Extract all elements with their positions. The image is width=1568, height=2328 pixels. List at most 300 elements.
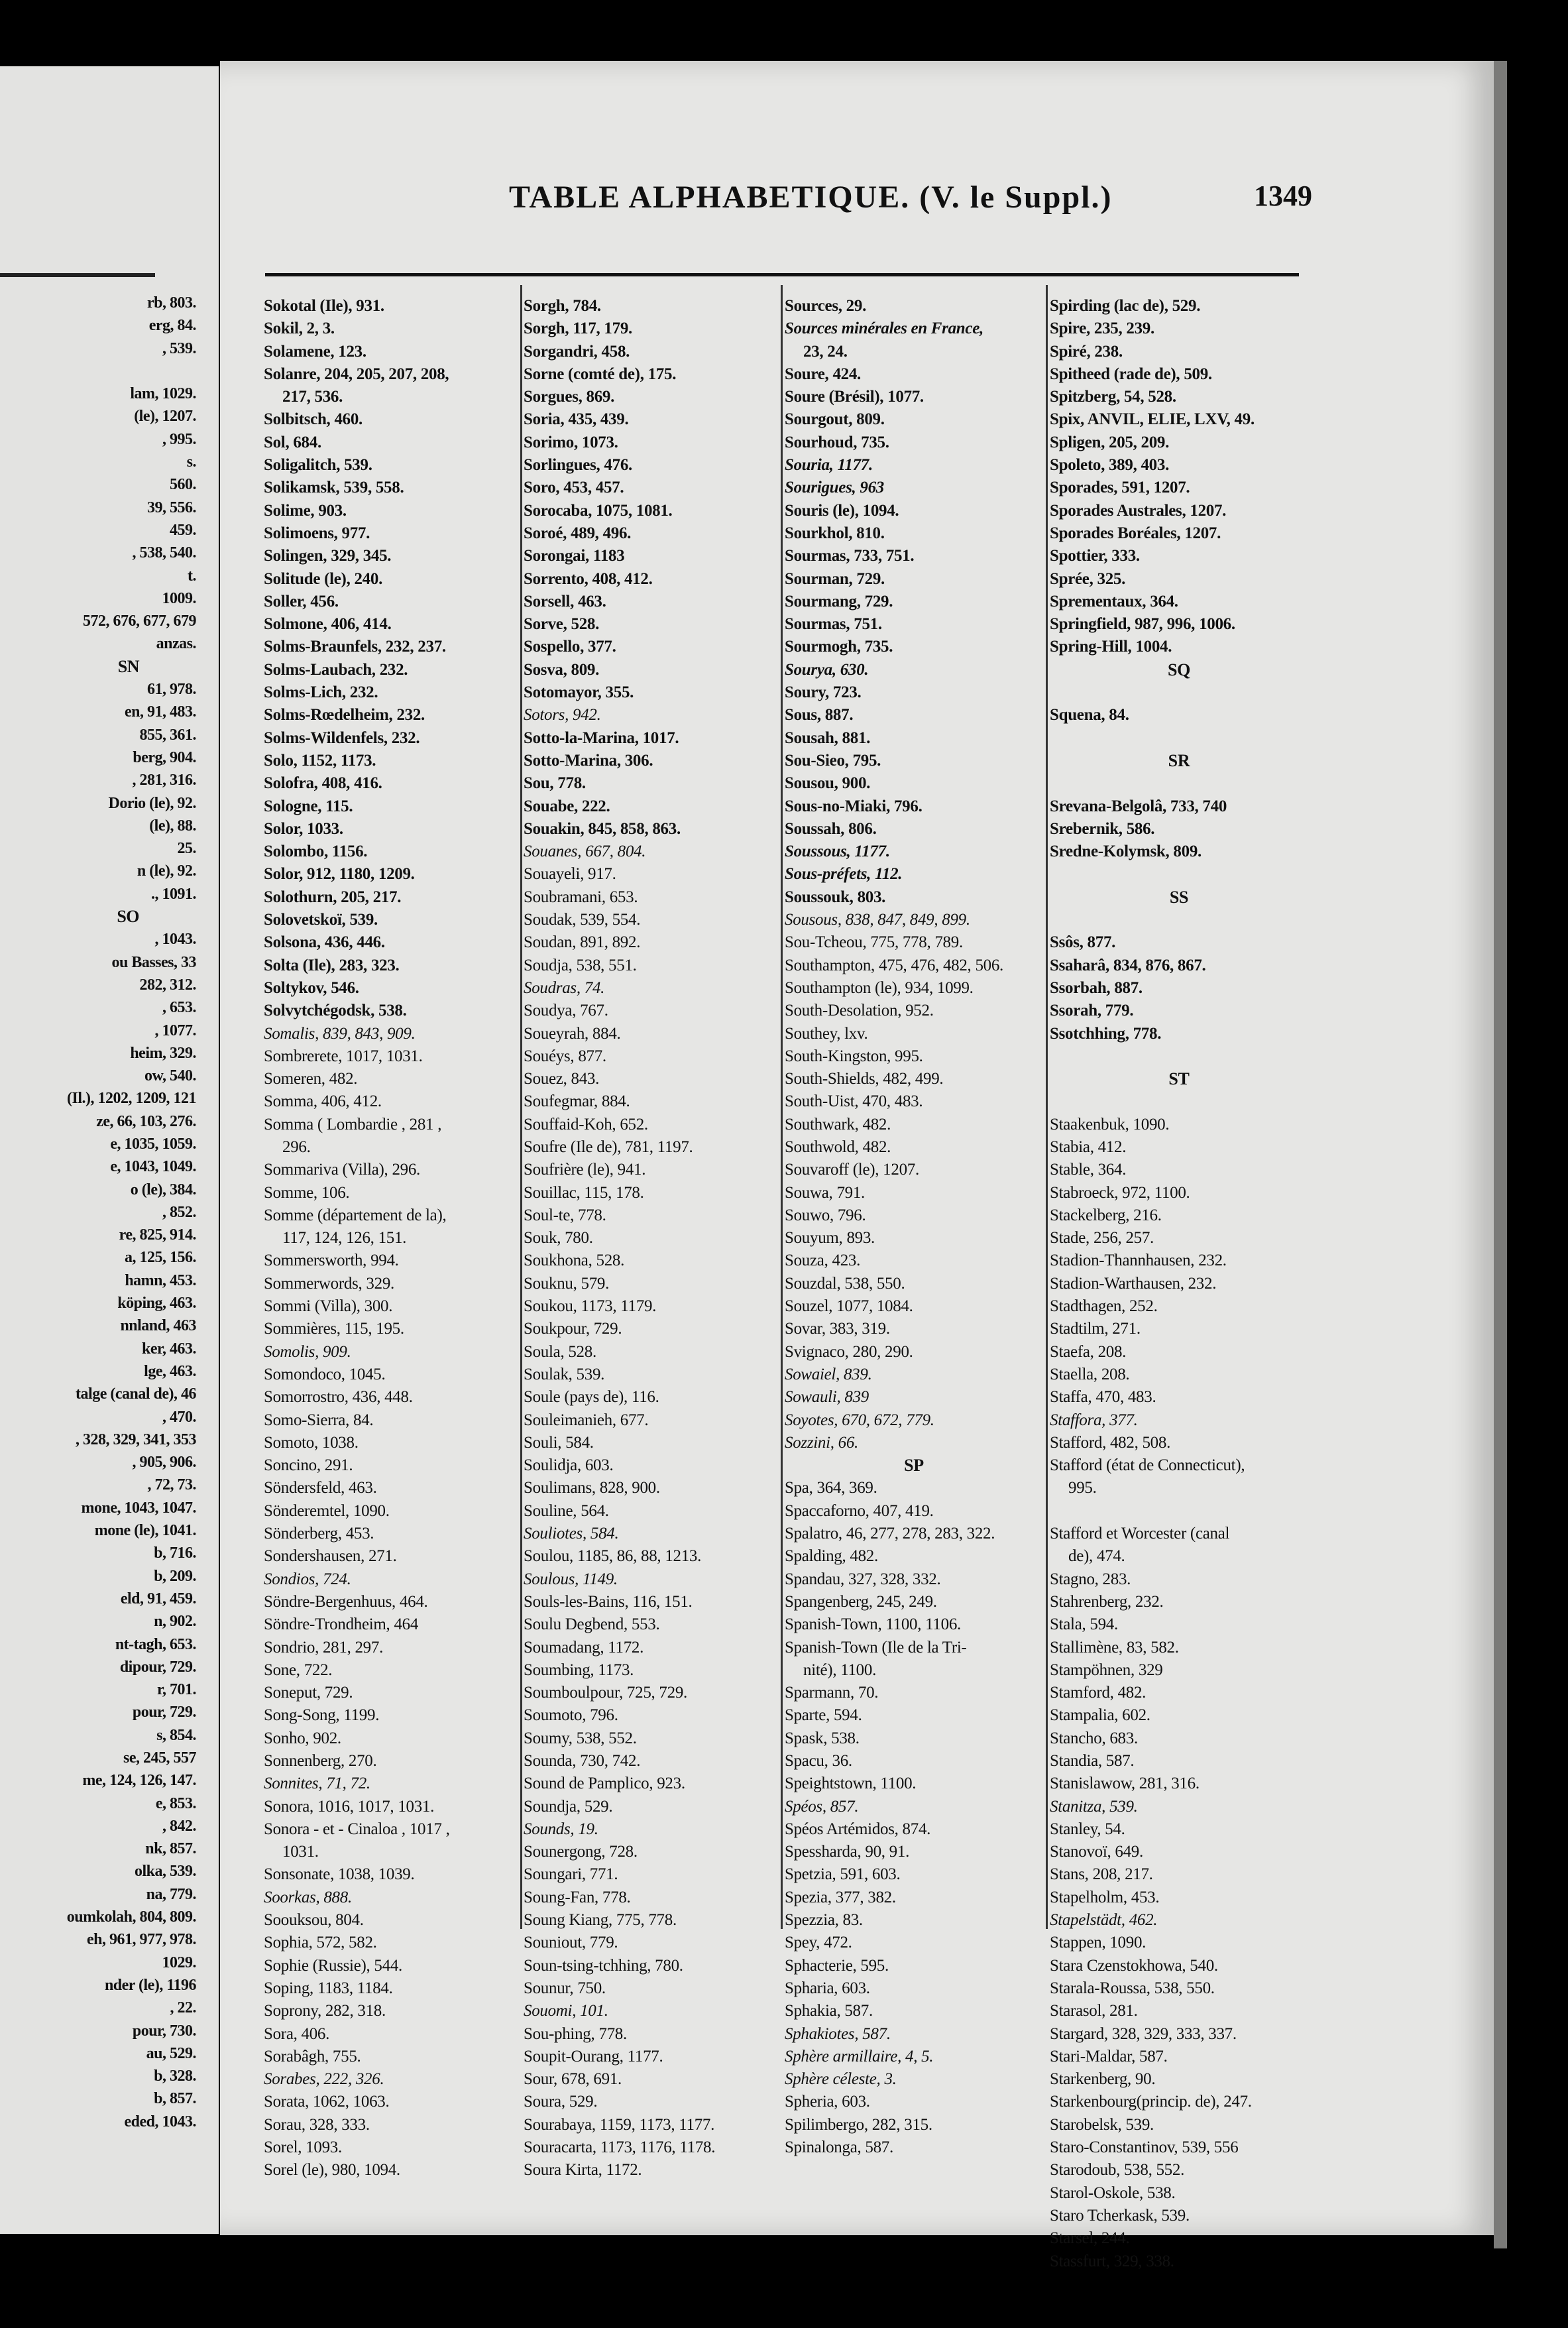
index-entry: Soulidja, 603. [524,1456,614,1475]
section-letter-heading: SP [904,1456,924,1476]
index-entry: Solms-Lich, 232. [264,683,378,702]
index-entry: Sorata, 1062, 1063. [264,2093,390,2111]
index-entry: Sous, 887. [785,706,854,725]
index-entry: Sowaiel, 839. [785,1365,872,1383]
index-entry: Stapelholm, 453. [1050,1888,1160,1906]
index-entry: Spinalonga, 587. [785,2138,893,2157]
index-entry: Sone, 722. [264,1660,333,1679]
index-entry: Spetzia, 591, 603. [785,1865,901,1884]
index-entry: n, 902. [154,1613,196,1631]
index-entry: Souline, 564. [524,1501,609,1520]
index-entry: Sourmang, 729. [785,592,893,611]
index-entry: Somma ( Lombardie , 281 , [264,1115,442,1134]
index-entry: Sommersworth, 994. [264,1251,399,1270]
index-entry: Soulu Degbend, 553. [524,1615,660,1634]
index-entry: Spilimbergo, 282, 315. [785,2115,932,2134]
index-entry: Ssotchhing, 778. [1050,1024,1162,1043]
index-entry: Soung Kiang, 775, 778. [524,1911,677,1930]
index-entry: Soouksou, 804. [264,1911,364,1930]
index-entry: Ssorbah, 887. [1050,978,1143,997]
index-entry: talge (canal de), 46 [76,1385,196,1403]
index-entry: Souza, 423. [785,1251,861,1270]
index-entry: Sphère céleste, 3. [785,2070,897,2089]
index-entry: Starkenbourg(princip. de), 247. [1050,2093,1252,2111]
index-entry: Solovetskoï, 539. [264,911,378,929]
index-entry: Soria, 435, 439. [524,410,629,429]
index-entry: Souanes, 667, 804. [524,843,646,861]
index-entry: Sourgout, 809. [785,410,885,429]
index-entry: Soura, 529. [524,2093,598,2111]
index-entry: Spezzia, 83. [785,1911,863,1930]
index-entry: Sorgandri, 458. [524,342,630,361]
index-entry: Stafford, 482, 508. [1050,1433,1171,1452]
index-entry: Stagno, 283. [1050,1570,1131,1588]
index-entry: 23, 24. [803,342,848,361]
index-entry: Song-Song, 1199. [264,1706,380,1725]
index-entry: Solimoens, 977. [264,524,370,542]
index-entry: , 72, 73. [147,1476,196,1494]
index-entry: Sorau, 328, 333. [264,2115,370,2134]
index-entry: Sous-no-Miaki, 796. [785,797,923,815]
index-entry: Soller, 456. [264,592,339,611]
index-entry: Stable, 364. [1050,1161,1127,1179]
index-entry: Spheria, 603. [785,2093,870,2111]
index-entry: Söndersfeld, 463. [264,1479,377,1497]
header-rule [265,273,1299,276]
index-entry: oumkolah, 804, 809. [66,1908,196,1926]
index-entry: eld, 91, 459. [120,1590,196,1607]
index-entry: Southampton, 475, 476, 482, 506. [785,956,1003,974]
index-entry: Soumoto, 796. [524,1706,618,1725]
page-edge [1494,61,1507,2248]
index-entry: Solta (Ile), 283, 323. [264,956,400,974]
index-entry: Staro-Constantinov, 539, 556 [1050,2138,1239,2157]
index-entry: Sokil, 2, 3. [264,320,335,338]
index-entry: Ssôs, 877. [1050,933,1116,952]
index-entry: Stassfurt, 329, 338. [1050,2252,1174,2270]
index-entry: Sorongai, 1183 [524,547,625,565]
index-entry: Sowauli, 839 [785,1388,869,1407]
index-entry: Solms-Laubach, 232. [264,660,408,679]
index-entry: Soudak, 539, 554. [524,911,641,929]
index-entry: 25. [177,840,196,858]
index-entry: Solor, 912, 1180, 1209. [264,865,415,884]
index-entry: ou Basses, 33 [111,953,196,971]
index-entry: Sonsonate, 1038, 1039. [264,1865,415,1884]
index-entry: Soussouk, 803. [785,888,886,906]
index-entry: Somma, 406, 412. [264,1092,382,1111]
index-entry: eded, 1043. [124,2113,196,2130]
index-entry: Solsona, 436, 446. [264,933,385,952]
index-entry: Stancho, 683. [1050,1729,1138,1747]
index-entry: , 852. [162,1203,196,1221]
index-entry: Sounur, 750. [524,1979,606,1997]
index-entry: Sources minérales en France, [785,320,983,338]
index-column-2 [524,295,782,2182]
index-entry: Somo-Sierra, 84. [264,1411,374,1429]
index-entry: Sounda, 730, 742. [524,1752,641,1770]
index-entry: Starol-Oskole, 538. [1050,2183,1176,2202]
index-entry: pour, 729. [132,1704,196,1721]
index-entry: Sorabes, 222, 326. [264,2070,384,2089]
index-entry: Sosva, 809. [524,660,600,679]
index-entry: Soprony, 282, 318. [264,2002,386,2020]
index-entry: Soure, 424. [785,365,861,383]
index-entry: Srevana-Belgolâ, 733, 740 [1050,797,1227,815]
index-entry: Soukpour, 729. [524,1320,622,1338]
index-entry: , 1077. [154,1021,196,1039]
index-entry: Sondrio, 281, 297. [264,1638,384,1657]
index-entry [1050,863,1308,886]
index-entry: Sour, 678, 691. [524,2070,622,2089]
index-entry: Stargard, 328, 329, 333, 337. [1050,2024,1237,2043]
index-entry: Sorgues, 869. [524,388,615,406]
index-entry: en, 91, 483. [125,703,196,721]
index-entry: Stara Czenstokhowa, 540. [1050,1956,1218,1975]
index-entry: Soligalitch, 539. [264,456,372,475]
index-entry: Solbitsch, 460. [264,410,363,429]
index-entry: Souffaid-Koh, 652. [524,1115,648,1134]
index-entry: Sonora - et - Cinaloa , 1017 , [264,1820,450,1838]
index-entry: Staakenbuk, 1090. [1050,1115,1170,1134]
section-letter-heading: SS [1169,887,1189,907]
index-entry: Sporades Australes, 1207. [1050,501,1227,520]
index-entry: Solombo, 1156. [264,843,368,861]
index-entry: mone (le), 1041. [94,1522,196,1540]
index-entry: Soun-tsing-tchhing, 780. [524,1956,683,1975]
left-page-header-rule [0,273,155,277]
index-entry: Sommières, 115, 195. [264,1320,404,1338]
page-number: 1349 [1254,180,1312,212]
index-entry: Spalatro, 46, 277, 278, 283, 322. [785,1525,995,1543]
index-entry: Sporades, 591, 1207. [1050,479,1190,497]
index-entry: Sphacterie, 595. [785,1956,889,1975]
index-entry: Sphère armillaire, 4, 5. [785,2047,934,2066]
index-entry: Sourhoud, 735. [785,433,889,451]
index-entry: Spacu, 36. [785,1752,852,1770]
index-entry: Soure (Brésil), 1077. [785,388,924,406]
index-entry: Sprementaux, 364. [1050,592,1178,611]
index-entry: Soung-Fan, 778. [524,1888,631,1906]
index-entry: Svignaco, 280, 290. [785,1342,913,1361]
index-entry: Sorgh, 784. [524,297,601,315]
index-entry: Staffora, 377. [1050,1411,1138,1429]
index-entry: Spoleto, 389, 403. [1050,456,1170,475]
index-entry: lam, 1029. [130,385,196,403]
index-entry: Starasol, 281. [1050,2002,1138,2020]
index-entry: Soumbing, 1173. [524,1660,634,1679]
index-entry: ze, 66, 103, 276. [96,1112,196,1130]
index-entry: Solo, 1152, 1173. [264,751,376,770]
index-entry: Soufegmar, 884. [524,1092,630,1111]
index-entry: Soorkas, 888. [264,1888,352,1906]
index-entry: nder (le), 1196 [104,1976,196,1994]
index-entry: Stans, 208, 217. [1050,1865,1153,1884]
index-entry: Stampöhnen, 329 [1050,1660,1163,1679]
index-entry: b, 857. [154,2090,196,2108]
index-entry: Stabroeck, 972, 1100. [1050,1183,1190,1202]
index-entry: Southampton (le), 934, 1099. [785,978,974,997]
index-entry: s, 854. [156,1726,196,1744]
index-entry: de), 474. [1068,1547,1125,1566]
index-entry: Soroé, 489, 496. [524,524,632,542]
index-entry: , 842. [162,1817,196,1835]
index-entry: Söndre-Bergenhuus, 464. [264,1592,428,1611]
index-entry: o (le), 384. [130,1181,196,1198]
index-entry: , 281, 316. [132,772,196,789]
index-entry: Staffa, 470, 483. [1050,1388,1156,1407]
index-entry: Sorimo, 1073. [524,433,618,451]
index-entry: Soudja, 538, 551. [524,956,637,974]
index-entry: Soufre (Ile de), 781, 1197. [524,1137,693,1156]
index-entry: r, 701. [157,1681,196,1699]
index-entry: ., 1091. [151,885,196,903]
index-entry: South-Desolation, 952. [785,1002,934,1020]
index-entry: Sombrerete, 1017, 1031. [264,1047,423,1065]
index-entry: Stahrenberg, 232. [1050,1592,1164,1611]
index-entry: 995. [1068,1479,1097,1497]
index-entry: b, 328. [154,2067,196,2085]
index-entry: Spirding (lac de), 529. [1050,297,1201,315]
index-entry: Sovar, 383, 319. [785,1320,890,1338]
index-entry: Stadtilm, 271. [1050,1320,1141,1338]
index-entry: Soula, 528. [524,1342,596,1361]
index-entry: Sol, 684. [264,433,321,451]
index-entry: Souk, 780. [524,1229,593,1248]
index-entry: Spa, 364, 369. [785,1479,877,1497]
index-entry: Sorel (le), 980, 1094. [264,2161,400,2180]
index-entry: 572, 676, 677, 679 [83,612,196,630]
index-entry: a, 125, 156. [125,1249,196,1267]
index-entry: Soyotes, 670, 672, 779. [785,1411,934,1429]
index-entry: Sourmas, 751. [785,615,882,634]
index-entry: Soumadang, 1172. [524,1638,644,1657]
index-entry: Soura Kirta, 1172. [524,2161,642,2180]
index-entry: Souzel, 1077, 1084. [785,1297,913,1316]
index-entry: Soul-te, 778. [524,1206,606,1224]
index-entry: Sourmogh, 735. [785,638,893,656]
index-entry: Soueyrah, 884. [524,1024,621,1043]
index-entry: 1009. [162,589,196,607]
index-entry: köping, 463. [117,1295,196,1312]
index-entry: Soulak, 539. [524,1365,605,1383]
index-entry: Soukhona, 528. [524,1251,625,1270]
index-entry: Srebernik, 586. [1050,819,1155,838]
index-entry: Sou, 778. [524,774,586,793]
index-entry: Sorne (comté de), 175. [524,365,677,383]
index-entry: 117, 124, 126, 151. [282,1229,407,1248]
index-entry: Sonnites, 71, 72. [264,1775,370,1793]
index-entry: e, 1043, 1049. [110,1158,196,1176]
index-entry: Souria, 1177. [785,456,873,475]
index-column-4 [1050,295,1308,2273]
index-entry: Spharia, 603. [785,1979,870,1997]
index-entry: Squena, 84. [1050,706,1129,725]
index-entry: Souzdal, 538, 550. [785,1274,905,1293]
index-entry: Solanre, 204, 205, 207, 208, [264,365,449,383]
index-entry: ker, 463. [142,1340,196,1358]
index-entry: Staro Tcherkask, 539. [1050,2206,1190,2225]
index-entry: Somme, 106. [264,1183,350,1202]
index-entry: Solothurn, 205, 217. [264,888,402,906]
index-entry: Soudya, 767. [524,1002,608,1020]
index-entry: Sorel, 1093. [264,2138,342,2157]
index-entry: Sommerwords, 329. [264,1274,394,1293]
index-entry: Sotomayor, 355. [524,683,634,702]
index-entry: Sphakia, 587. [785,2002,873,2020]
index-entry: b, 209. [154,1567,196,1585]
index-entry: Stafford (état de Connecticut), [1050,1456,1245,1475]
index-entry: Souleimanieh, 677. [524,1411,649,1429]
index-entry: Stafford et Worcester (canal [1050,1525,1230,1543]
index-entry: Souracarta, 1173, 1176, 1178. [524,2138,716,2157]
index-entry: Soro, 453, 457. [524,479,624,497]
index-column-1 [264,295,522,2182]
index-entry: nt-tagh, 653. [115,1635,196,1653]
index-entry: Somondoco, 1045. [264,1365,386,1383]
index-entry: Souvaroff (le), 1207. [785,1161,919,1179]
index-entry: Somolis, 909. [264,1342,351,1361]
index-entry: Spalding, 482. [785,1547,878,1566]
index-entry: Stallimène, 83, 582. [1050,1638,1179,1657]
index-entry: Spezia, 377, 382. [785,1888,896,1906]
index-entry: Sorocaba, 1075, 1081. [524,501,673,520]
page-header [265,179,1325,225]
index-entry [1050,1090,1308,1113]
index-entry: Spandau, 327, 328, 332. [785,1570,941,1588]
index-entry: Sousous, 838, 847, 849, 899. [785,911,970,929]
index-entry: Sondershausen, 271. [264,1547,397,1566]
index-entry: Somme (département de la), [264,1206,447,1224]
index-entry: Sönderberg, 453. [264,1525,374,1543]
index-entry: rb, 803. [147,294,196,312]
index-entry: Southwark, 482. [785,1115,891,1134]
index-entry: Somorrostro, 436, 448. [264,1388,413,1407]
index-entry: Stala, 594. [1050,1615,1118,1634]
index-entry: Spitzberg, 54, 528. [1050,388,1176,406]
index-entry: Spéos, 857. [785,1797,859,1816]
index-entry: Sous-préfets, 112. [785,865,903,884]
index-entry [0,360,212,382]
index-entry: Sonora, 1016, 1017, 1031. [264,1797,435,1816]
index-entry: se, 245, 557 [123,1749,196,1767]
index-entry: Spire, 235, 239. [1050,320,1154,338]
index-entry: Souwo, 796. [785,1206,866,1224]
index-entry: olka, 539. [134,1863,196,1881]
index-entry: Soltykov, 546. [264,978,359,997]
index-entry: Spottier, 333. [1050,547,1140,565]
index-entry: Stadion-Thannhausen, 232. [1050,1251,1227,1270]
index-entry: Sourabaya, 1159, 1173, 1177. [524,2115,715,2134]
index-entry: Solamene, 123. [264,342,366,361]
index-entry: Someren, 482. [264,1070,358,1088]
index-entry [1050,772,1308,795]
index-entry: Souls-les-Bains, 116, 151. [524,1592,693,1611]
index-entry: Sparmann, 70. [785,1684,879,1702]
index-entry: re, 825, 914. [119,1226,196,1244]
index-entry: eh, 961, 977, 978. [87,1931,196,1949]
index-entry: Stadthagen, 252. [1050,1297,1158,1316]
index-entry: e, 853. [155,1794,196,1812]
index-entry: Sommariva (Villa), 296. [264,1161,420,1179]
index-entry: Starkenberg, 90. [1050,2070,1156,2089]
index-entry: Sousah, 881. [785,728,871,747]
index-entry: Sprée, 325. [1050,569,1126,588]
index-entry: Ssaharâ, 834, 876, 867. [1050,956,1206,974]
index-entry: (Il.), 1202, 1209, 121 [67,1090,196,1108]
index-entry: Sotors, 942. [524,706,601,725]
index-entry: Sousou, 900. [785,774,871,793]
index-entry: 459. [170,521,196,539]
index-entry: Soungari, 771. [524,1865,618,1884]
index-entry: Standia, 587. [1050,1752,1135,1770]
index-entry: Sotto-Marina, 306. [524,751,653,770]
index-entry: Solingen, 329, 345. [264,547,392,565]
index-entry [1050,681,1308,704]
index-entry: Sounergong, 728. [524,1843,638,1861]
section-letter-heading: SN [117,656,139,676]
index-entry: Spéos Artémidos, 874. [785,1820,931,1838]
index-entry: , 1043. [154,931,196,949]
index-entry: 560. [170,476,196,494]
index-entry: Solime, 903. [264,501,347,520]
index-entry: Stappen, 1090. [1050,1934,1147,1952]
index-entry: Soping, 1183, 1184. [264,1979,393,1997]
left-page-index-column [0,292,212,2133]
index-entry: Sources, 29. [785,297,867,315]
index-entry: Soulou, 1185, 86, 88, 1213. [524,1547,702,1566]
index-entry: b, 716. [154,1544,196,1562]
index-entry: 855, 361. [139,726,196,744]
index-entry: Souknu, 579. [524,1274,610,1293]
index-entry: Söndre-Trondheim, 464 [264,1615,419,1634]
index-entry: Spiré, 238. [1050,342,1123,361]
index-entry: Sophie (Russie), 544. [264,1956,402,1975]
index-entry: pour, 730. [132,2022,196,2040]
index-entry: , 470. [162,1408,196,1426]
index-entry: Spask, 538. [785,1729,860,1747]
index-entry: Sorrento, 408, 412. [524,569,653,588]
index-entry: Stari-Maldar, 587. [1050,2047,1168,2066]
index-entry: Spligen, 205, 209. [1050,433,1170,451]
index-entry: Soumy, 538, 552. [524,1729,637,1747]
index-entry: Soudras, 74. [524,978,605,997]
index-entry: Stampalia, 602. [1050,1706,1150,1725]
index-entry: Sporades Boréales, 1207. [1050,524,1221,542]
index-entry: Spessharda, 90, 91. [785,1843,910,1861]
index-entry: Sou-Sieo, 795. [785,751,881,770]
section-letter-heading: SR [1168,750,1190,770]
index-entry: Solor, 1033. [264,819,343,838]
index-entry: au, 529. [146,2044,196,2062]
index-entry: , 995. [162,430,196,448]
index-entry: (le), 88. [149,817,196,835]
index-entry: Staella, 208. [1050,1365,1130,1383]
index-entry: Soury, 723. [785,683,862,702]
index-entry: Souomi, 101. [524,2002,608,2020]
index-entry: 282, 312. [139,976,196,994]
index-entry: Sphakiotes, 587. [785,2024,891,2043]
section-letter-heading: SO [117,907,139,927]
index-entry: Stapelstädt, 462. [1050,1911,1158,1930]
index-entry: Stadion-Warthausen, 232. [1050,1274,1217,1293]
index-entry: Staefa, 208. [1050,1342,1127,1361]
index-entry: Starsel, 244. [1050,2229,1130,2248]
index-entry: , 22. [170,1999,196,2017]
index-entry: Souakin, 845, 858, 863. [524,819,681,838]
index-entry: Sozzini, 66. [785,1433,858,1452]
index-entry: Soundja, 529. [524,1797,613,1816]
